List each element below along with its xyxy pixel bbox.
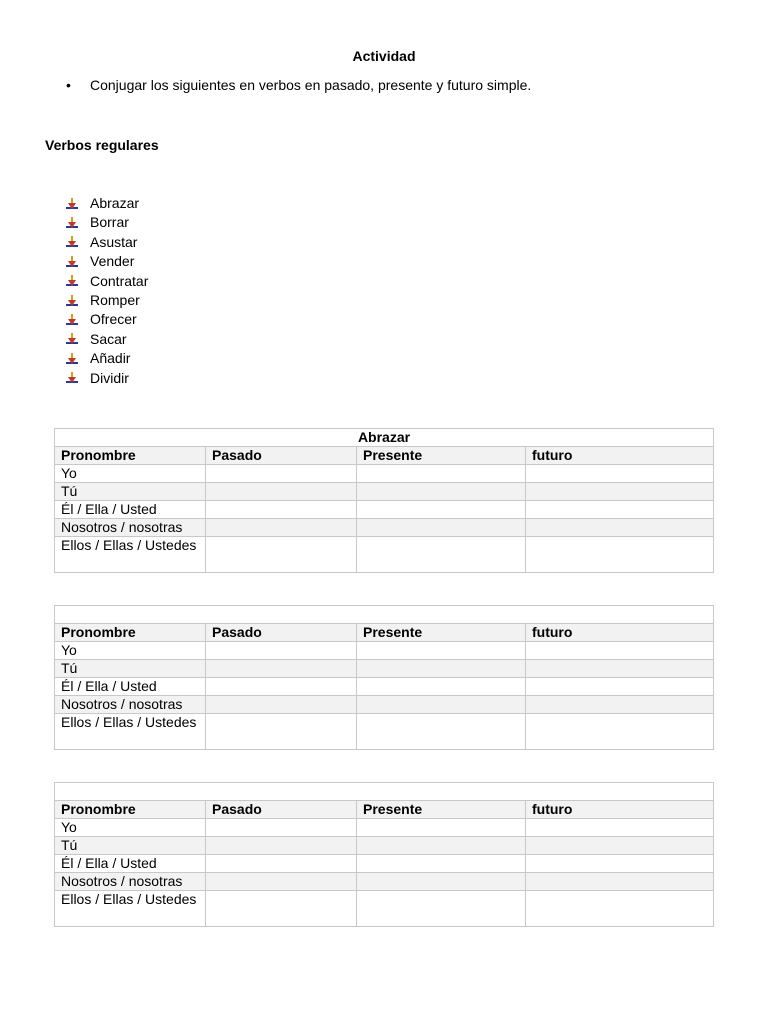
futuro-cell[interactable] <box>526 519 714 537</box>
pasado-cell[interactable] <box>206 642 357 660</box>
pronoun-cell: Él / Ella / Usted <box>55 678 206 696</box>
verb-label: Añadir <box>90 350 131 367</box>
pronoun-cell: Él / Ella / Usted <box>55 501 206 519</box>
presente-cell[interactable] <box>357 465 526 483</box>
table-caption: Abrazar <box>55 429 714 447</box>
presente-cell[interactable] <box>357 660 526 678</box>
header-pronombre: Pronombre <box>55 624 206 642</box>
arrow-down-icon <box>66 372 78 384</box>
presente-cell[interactable] <box>357 696 526 714</box>
futuro-cell[interactable] <box>526 891 714 927</box>
pronoun-cell: Yo <box>55 642 206 660</box>
pronoun-cell: Ellos / Ellas / Ustedes <box>55 537 206 573</box>
table-row <box>55 642 714 660</box>
futuro-cell[interactable] <box>526 537 714 573</box>
pronoun-cell: Ellos / Ellas / Ustedes <box>55 891 206 927</box>
futuro-cell[interactable] <box>526 678 714 696</box>
futuro-cell[interactable] <box>526 837 714 855</box>
table-row <box>55 891 714 927</box>
pronoun-cell: Yo <box>55 819 206 837</box>
pronoun-cell: Tú <box>55 660 206 678</box>
list-item <box>66 194 148 213</box>
pasado-cell[interactable] <box>206 519 357 537</box>
presente-cell[interactable] <box>357 855 526 873</box>
arrow-down-icon <box>66 295 78 307</box>
pasado-cell[interactable] <box>206 465 357 483</box>
presente-cell[interactable] <box>357 678 526 696</box>
pronoun-cell: Tú <box>55 483 206 501</box>
presente-cell[interactable] <box>357 537 526 573</box>
header-pasado: Pasado <box>206 801 357 819</box>
header-futuro: futuro <box>526 801 714 819</box>
verb-label: Ofrecer <box>90 311 137 328</box>
futuro-cell[interactable] <box>526 714 714 750</box>
list-item <box>66 233 148 252</box>
arrow-down-icon <box>66 353 78 365</box>
futuro-cell[interactable] <box>526 642 714 660</box>
presente-cell[interactable] <box>357 891 526 927</box>
arrow-down-icon <box>66 217 78 229</box>
futuro-cell[interactable] <box>526 696 714 714</box>
table-row <box>55 837 714 855</box>
arrow-down-icon <box>66 314 78 326</box>
table-row <box>55 537 714 573</box>
presente-cell[interactable] <box>357 519 526 537</box>
header-presente: Presente <box>357 447 526 465</box>
list-item <box>66 213 148 232</box>
pasado-cell[interactable] <box>206 819 357 837</box>
instruction-item <box>66 76 531 94</box>
pronoun-cell: Nosotros / nosotras <box>55 696 206 714</box>
pronoun-cell: Yo <box>55 465 206 483</box>
list-item <box>66 310 148 329</box>
table-row <box>55 660 714 678</box>
list-item <box>66 330 148 349</box>
pronoun-cell: Nosotros / nosotras <box>55 873 206 891</box>
presente-cell[interactable] <box>357 642 526 660</box>
list-item <box>66 369 148 388</box>
pasado-cell[interactable] <box>206 891 357 927</box>
table-row <box>55 501 714 519</box>
pasado-cell[interactable] <box>206 855 357 873</box>
list-item <box>66 349 148 368</box>
verb-label: Contratar <box>90 272 149 289</box>
pronoun-cell: Ellos / Ellas / Ustedes <box>55 714 206 750</box>
header-pasado: Pasado <box>206 624 357 642</box>
presente-cell[interactable] <box>357 483 526 501</box>
futuro-cell[interactable] <box>526 465 714 483</box>
pasado-cell[interactable] <box>206 537 357 573</box>
table-row <box>55 678 714 696</box>
verb-list <box>66 194 148 388</box>
pronoun-cell: Tú <box>55 837 206 855</box>
table-caption[interactable] <box>55 606 714 624</box>
verb-label: Abrazar <box>90 195 140 211</box>
presente-cell[interactable] <box>357 819 526 837</box>
arrow-down-icon <box>66 256 78 268</box>
table-row <box>55 519 714 537</box>
pasado-cell[interactable] <box>206 873 357 891</box>
presente-cell[interactable] <box>357 501 526 519</box>
list-item <box>66 252 148 271</box>
verb-label: Asustar <box>90 233 138 250</box>
header-presente: Presente <box>357 801 526 819</box>
verb-label: Dividir <box>90 369 129 386</box>
pasado-cell[interactable] <box>206 714 357 750</box>
table-row <box>55 483 714 501</box>
table-row <box>55 696 714 714</box>
instruction-text: Conjugar los siguientes en verbos en pasado, presente y futuro simple. <box>90 77 532 93</box>
table-row <box>55 819 714 837</box>
pasado-cell[interactable] <box>206 696 357 714</box>
list-item <box>66 291 148 310</box>
presente-cell[interactable] <box>357 837 526 855</box>
arrow-down-icon <box>66 275 78 287</box>
header-pasado: Pasado <box>206 447 357 465</box>
section-title: Verbos regulares <box>45 137 159 153</box>
table-row <box>55 873 714 891</box>
list-item <box>66 272 148 291</box>
header-presente: Presente <box>357 624 526 642</box>
pronoun-cell: Nosotros / nosotras <box>55 519 206 537</box>
table-row <box>55 855 714 873</box>
pasado-cell[interactable] <box>206 678 357 696</box>
futuro-cell[interactable] <box>526 483 714 501</box>
conjugation-table-2 <box>54 605 713 750</box>
presente-cell[interactable] <box>357 873 526 891</box>
page-title: Actividad <box>352 48 416 64</box>
table-row <box>55 465 714 483</box>
verb-label: Vender <box>90 253 135 270</box>
arrow-down-icon <box>66 333 78 345</box>
header-futuro: futuro <box>526 624 714 642</box>
table-caption[interactable] <box>55 783 714 801</box>
pasado-cell[interactable] <box>206 837 357 855</box>
pasado-cell[interactable] <box>206 483 357 501</box>
header-pronombre: Pronombre <box>55 447 206 465</box>
futuro-cell[interactable] <box>526 819 714 837</box>
presente-cell[interactable] <box>357 714 526 750</box>
futuro-cell[interactable] <box>526 501 714 519</box>
header-futuro: futuro <box>526 447 714 465</box>
conjugation-table-3 <box>54 782 713 927</box>
futuro-cell[interactable] <box>526 873 714 891</box>
conjugation-table-1 <box>54 428 713 573</box>
arrow-down-icon <box>66 198 78 210</box>
futuro-cell[interactable] <box>526 660 714 678</box>
futuro-cell[interactable] <box>526 855 714 873</box>
verb-label: Sacar <box>90 330 127 347</box>
table-row <box>55 714 714 750</box>
verb-label: Borrar <box>90 214 129 231</box>
pasado-cell[interactable] <box>206 501 357 519</box>
pronoun-cell: Él / Ella / Usted <box>55 855 206 873</box>
pasado-cell[interactable] <box>206 660 357 678</box>
arrow-down-icon <box>66 236 78 248</box>
verb-label: Romper <box>90 291 140 308</box>
header-pronombre: Pronombre <box>55 801 206 819</box>
bullet-dot-icon: • <box>66 77 71 93</box>
